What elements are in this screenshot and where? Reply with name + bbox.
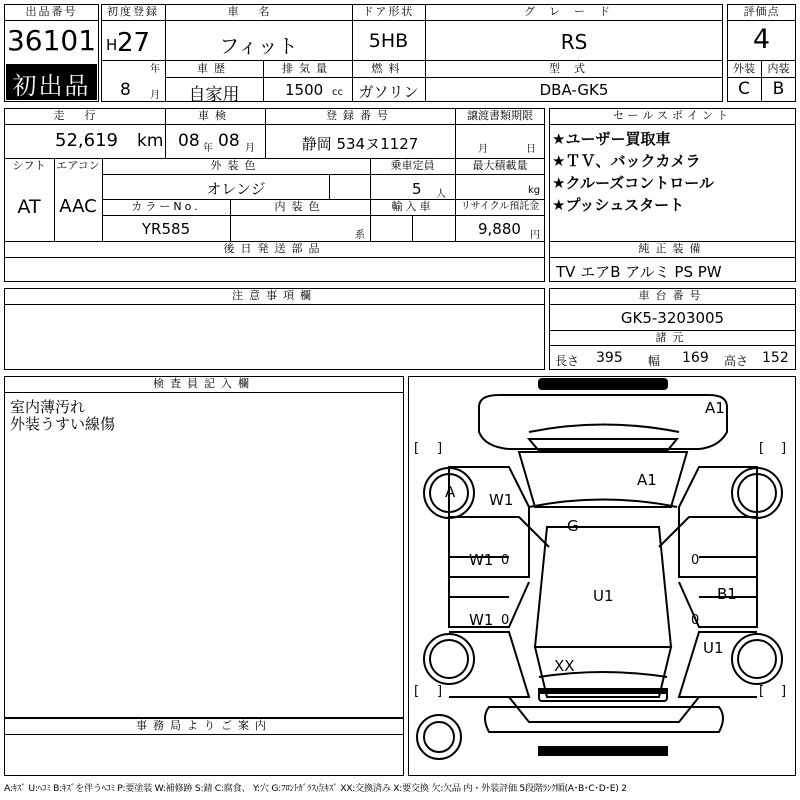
grade: RS — [560, 30, 588, 54]
mileage-label: 走行 — [53, 109, 116, 122]
damage-mark-A1-top: A1 — [705, 399, 725, 417]
era: H — [106, 36, 118, 54]
transfer-month-unit: 月 — [478, 144, 488, 155]
fuel-label: 燃料 — [371, 62, 406, 75]
color-no-label: カラーNo. — [131, 200, 201, 213]
history: 自家用 — [188, 85, 240, 105]
mileage-unit: km — [137, 131, 164, 151]
later-parts-label: 後日発送部品 — [223, 242, 326, 255]
damage-mark-A1-hood: A1 — [637, 471, 657, 489]
recycle: 9,880 — [478, 220, 521, 238]
import-label: 輸入車 — [391, 200, 434, 213]
inspection-label: 車検 — [198, 109, 232, 122]
damage-mark-U1-rear: U1 — [703, 639, 724, 657]
length: 395 — [596, 350, 623, 366]
lot-number: 36101 — [6, 24, 97, 57]
damage-mark-A-wheel: A — [445, 483, 456, 501]
int-color-label: 内装色 — [274, 200, 326, 213]
damage-mark-zero: 0 — [501, 613, 510, 628]
damage-mark-zero: 0 — [691, 613, 700, 628]
score-label: 評価点 — [743, 5, 780, 18]
displacement-unit: cc — [332, 87, 343, 98]
model: DBA-GK5 — [539, 81, 609, 99]
year-unit: 年 — [150, 64, 160, 75]
svg-text:]: ] — [781, 684, 787, 699]
damage-mark-W1-front-door: W1 — [469, 551, 494, 569]
inspector-label: 検査員記入欄 — [153, 377, 255, 390]
fuel: ガソリン — [358, 83, 419, 101]
width: 169 — [682, 350, 709, 366]
height-label: 高さ — [724, 354, 749, 368]
ext-color-label: 外装色 — [210, 159, 262, 172]
lot-number-label: 出品番号 — [25, 5, 78, 18]
svg-text:[: [ — [759, 441, 765, 456]
max-load-unit: kg — [528, 185, 541, 196]
history-label: 車歴 — [197, 62, 231, 75]
inspection-year-unit: 年 — [203, 143, 213, 154]
height: 152 — [762, 350, 789, 366]
damage-mark-zero: 0 — [691, 553, 700, 568]
int-grade: B — [772, 79, 785, 99]
chassis-label: 車台番号 — [638, 289, 707, 302]
damage-mark-zero: 0 — [501, 553, 510, 568]
ext-grade-label: 外装 — [733, 62, 755, 75]
svg-text:]: ] — [437, 684, 443, 699]
ext-color: オレンジ — [206, 180, 266, 198]
sales-points-label: セールスポイント — [612, 109, 732, 122]
car-outline-diagram — [409, 377, 797, 777]
reg-no: 静岡 534ヌ1127 — [301, 135, 419, 153]
first-reg-label: 初度登録 — [107, 5, 159, 18]
door-label: ドア形状 — [362, 5, 415, 18]
ac: AAC — [59, 196, 97, 217]
transfer-day-unit: 日 — [526, 144, 536, 155]
sales-point-item: ★ＴＶ、バックカメラ — [552, 152, 701, 170]
inspection-month-unit: 月 — [245, 143, 255, 154]
first-listing-text: 初出品 — [12, 72, 91, 100]
ext-grade: C — [738, 79, 750, 99]
inspector-note: 室内薄汚れ — [10, 398, 86, 416]
displacement: 1500 — [285, 81, 324, 99]
score: 4 — [752, 24, 771, 55]
door-type: 5HB — [368, 30, 409, 52]
chassis-number: GK5-3203005 — [620, 309, 725, 327]
legend: A:ｷｽﾞ U:ﾍｺﾐ B:ｷｽﾞを伴うﾍｺﾐ P:要塗装 W:補修跡 S:錆 C:腐食、 Y:穴 G:ﾌﾛﾝﾄｶﾞﾗｽ点ｷｽﾞ XX:交換済み X:要交換 欠:欠品 内・外装評価 5段階ﾗﾝｸ順(A･B･C･D･E) 2 — [4, 783, 627, 794]
inspection-year: 08 — [178, 131, 200, 151]
width-label: 幅 — [648, 354, 661, 368]
inspection-month: 08 — [218, 131, 240, 151]
first-reg-month: 8 — [120, 80, 131, 100]
damage-mark-G: G — [567, 517, 579, 535]
shift-label: シフト — [12, 159, 46, 172]
svg-text:[: [ — [759, 684, 765, 699]
damage-mark-W1-rear-door: W1 — [469, 611, 494, 629]
equipment: TV エアB アルミ PS PW — [556, 263, 722, 281]
inspector-note: 外装うすい線傷 — [10, 415, 116, 433]
car-name: フィット — [219, 34, 298, 58]
svg-text:]: ] — [781, 441, 787, 456]
damage-mark-XX: XX — [554, 657, 575, 675]
equipment-label: 純正装備 — [638, 242, 707, 255]
office-label: 事務局よりご案内 — [136, 719, 272, 732]
svg-text:]: ] — [437, 441, 443, 456]
damage-mark-U1-roof: U1 — [593, 587, 614, 605]
shift: AT — [17, 196, 41, 218]
capacity-label: 乗車定員 — [390, 159, 435, 172]
reg-no-label: 登録番号 — [326, 109, 394, 122]
damage-mark-W1-fender: W1 — [489, 491, 514, 509]
model-label: 型式 — [549, 62, 599, 75]
grade-label: グレード — [524, 5, 624, 18]
notes-label: 注意事項欄 — [232, 289, 317, 302]
sales-point-item: ★プッシュスタート — [552, 196, 685, 214]
recycle-label: リサイクル預託金 — [460, 201, 540, 212]
car-name-label: 車名 — [227, 5, 290, 18]
sales-point-item: ★クルーズコントロール — [552, 174, 714, 192]
svg-text:[: [ — [414, 684, 420, 699]
displacement-label: 排気量 — [282, 62, 333, 75]
int-grade-label: 内装 — [767, 62, 790, 75]
transfer-label: 譲渡書類期限 — [467, 109, 533, 122]
month-unit: 月 — [150, 90, 160, 101]
capacity: 5 — [412, 180, 422, 198]
mileage: 52,619 — [55, 130, 118, 151]
capacity-unit: 人 — [436, 189, 446, 200]
sales-point-item: ★ユーザー買取車 — [552, 130, 671, 148]
length-label: 長さ — [555, 354, 580, 368]
damage-diagram — [408, 376, 796, 776]
recycle-unit: 円 — [530, 230, 540, 241]
int-color-unit: 系 — [355, 230, 365, 241]
spec-label: 諸元 — [655, 331, 690, 344]
max-load-label: 最大積載量 — [472, 159, 528, 172]
svg-text:[: [ — [414, 441, 420, 456]
first-reg-year: 27 — [117, 28, 151, 58]
color-no: YR585 — [141, 220, 191, 238]
ac-label: エアコン — [56, 159, 100, 172]
damage-mark-B1: B1 — [717, 585, 737, 603]
